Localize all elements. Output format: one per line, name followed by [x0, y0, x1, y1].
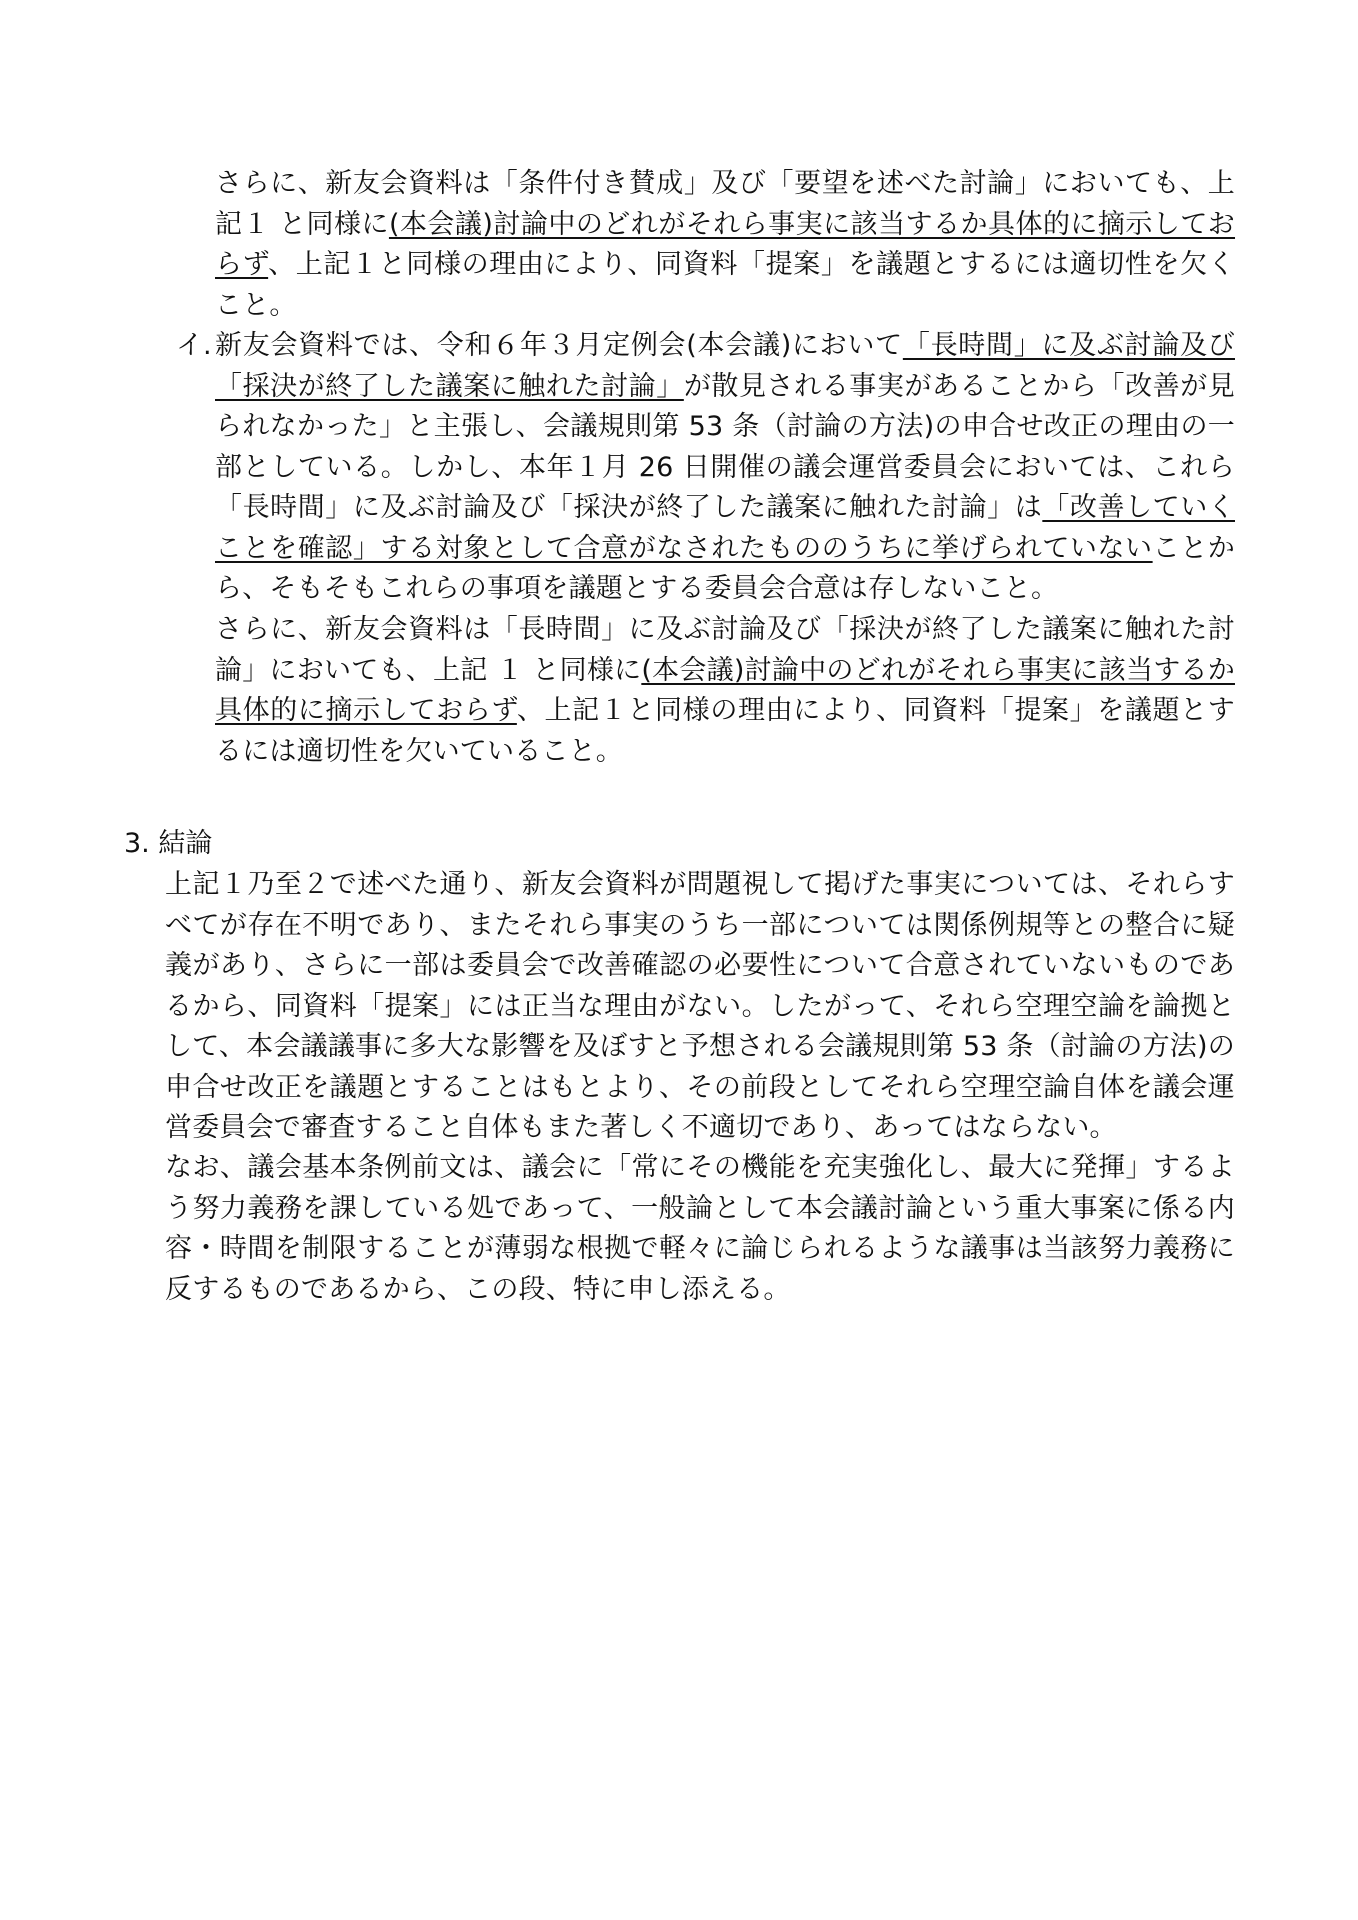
item-label: イ. — [176, 330, 212, 361]
paragraph-text: さらに、新友会資料は「長時間」に及ぶ討論及び「採決が終了した議案に触れた討論」においても、上記 １ と同様に — [215, 614, 1235, 686]
section-heading-conclusion: 3. 結論 — [124, 828, 213, 859]
paragraph-text: 、上記１と同様の理由により、同資料「提案」を議題とするには適切性を欠くこと。 — [215, 249, 1235, 321]
paragraph-conditional-approval — [215, 164, 1235, 326]
underlined-text: (本会議)討論中のどれがそれら事実に該当するか具体的に摘示しておらず — [215, 208, 1236, 280]
paragraph-text: 新友会資料では、令和６年３月定例会(本会議)において — [215, 330, 903, 361]
underlined-text: (本会議)討論中のどれがそれら事実に該当するか具体的に摘示しておらず — [215, 654, 1235, 726]
paragraph-addendum: なお、議会基本条例前文は、議会に「常にその機能を充実強化し、最大に発揮」するよう努力義務を課している処であって、一般論として本会議討論という重大事案に係る内容・時間を制限することが薄弱な根拠で軽々に論じられるような議事は当該努力義務に反するものであるから、この段、特に申し添える。 — [165, 1152, 1235, 1305]
paragraph-text: が散見される事実があることから「改善が見られなかった」と主張し、会議規則第 53 条（討論の方法)の申合せ改正の理由の一部としている。しかし、本年１月 26 日開催の議会運営委員会においては、これら「長時間」に及ぶ討論及び「採決が終了した議案に触れた討論」は — [215, 370, 1236, 523]
paragraph-text: ことから、そもそもこれらの事項を議題とする委員会合意は存しないこと。 — [215, 532, 1235, 604]
paragraph-long-debate — [215, 610, 1235, 772]
paragraph-item-i — [215, 326, 1235, 610]
paragraph-text: 、上記１と同様の理由により、同資料「提案」を議題とするには適切性を欠いていること。 — [215, 695, 1235, 767]
underlined-text: 「長時間」に及ぶ討論及び「採決が終了した議案に触れた討論」 — [215, 330, 1235, 402]
underlined-text: 「改善していくことを確認」する対象として合意がなされたもののうちに挙げられていない — [215, 492, 1235, 564]
paragraph-text: さらに、新友会資料は「条件付き賛成」及び「要望を述べた討論」においても、上記１ と同様に — [215, 168, 1235, 240]
paragraph-conclusion: 上記１乃至２で述べた通り、新友会資料が問題視して掲げた事実については、それらすべてが存在不明であり、またそれら事実のうち一部については関係例規等との整合に疑義があり、さらに一部は委員会で改善確認の必要性について合意されていないものであるから、同資料「提案」には正当な理由がない。したがって、それら空理空論を論拠として、本会議議事に多大な影響を及ぼすと予想される会議規則第 53 条（討論の方法)の申合せ改正を議題とすることはもとより、その前段としてそれら空理空論自体を議会運営委員会で審査すること自体もまた著しく不適切であり、あってはならない。 — [165, 869, 1235, 1143]
